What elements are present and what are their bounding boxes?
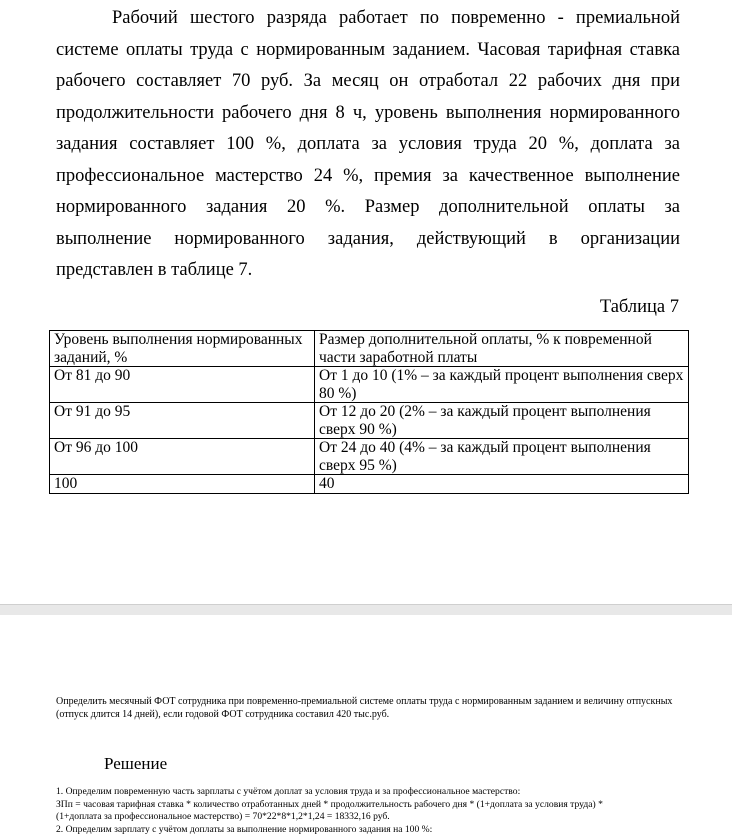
paragraph-line: рабочего составляет 70 руб. За месяц он отработал 22 рабочих дня при [56,71,680,91]
table-header-cell: Уровень выполнения нормированных заданий, % [50,331,315,367]
document-page-2 [0,615,732,837]
solution-line: (1+доплата за профессиональное мастерство) = 70*22*8*1,2*1,24 = 18332,16 руб. [56,811,390,822]
solution-block [56,786,686,836]
table-cell: От 24 до 40 (4% – за каждый процент выполнения сверх 95 %) [315,439,689,475]
task-text: Определить месячный ФОТ сотрудника при повременно-премиальной системе оплаты труда с нормированным заданием и величину отпускных (отпуск длится 14 дней), если годовой ФОТ сотрудника составил 420 тыс.руб. [56,696,673,720]
payment-table [49,330,689,494]
table-cell: 40 [315,475,689,494]
table-row [50,403,689,439]
problem-paragraph [56,3,680,287]
table-header-row [50,331,689,367]
table-cell: От 12 до 20 (2% – за каждый процент выполнения сверх 90 %) [315,403,689,439]
paragraph-line: продолжительности рабочего дня 8 ч, уровень выполнения нормированного [56,102,680,123]
paragraph-line: профессиональное мастерство 24 %, премия за качественное выполнение [56,165,680,186]
table-row [50,439,689,475]
table-cell: От 96 до 100 [50,439,315,475]
table-row [50,367,689,403]
paragraph-line: нормированного задания 20 %. Размер дополнительной оплаты за [56,197,680,217]
solution-line: 1. Определим повременную часть зарплаты с учётом доплат за условия труда и за профессиональное мастерство: [56,786,521,797]
paragraph-line: системе оплаты труда с нормированным заданием. Часовая тарифная ставка [56,39,680,60]
solution-title: Решение [104,754,168,773]
table-cell: От 1 до 10 (1% – за каждый процент выполнения сверх 80 %) [315,367,689,403]
paragraph-line: выполнение нормированного задания, действующий в организации [56,228,680,249]
table-cell: От 91 до 95 [50,403,315,439]
paragraph-line: представлен в таблице 7. [56,260,253,280]
table-caption: Таблица 7 [599,297,679,317]
table-header-cell: Размер дополнительной оплаты, % к повременной части заработной платы [315,331,689,367]
table-cell: От 81 до 90 [50,367,315,403]
table-row [50,475,689,494]
solution-line: 2. Определим зарплату с учётом доплаты за выполнение нормированного задания на 100 %: [56,823,433,835]
table-cell: 100 [50,475,315,494]
solution-line: ЗПп = часовая тарифная ставка * количество отработанных дней * продолжительность рабочего дня * (1+доплата за условия труда) * [56,798,603,810]
paragraph-line: Рабочий шестого разряда работает по повременно - премиальной [112,8,680,28]
paragraph-line: задания составляет 100 %, доплата за условия труда 20 %, доплата за [56,134,680,154]
